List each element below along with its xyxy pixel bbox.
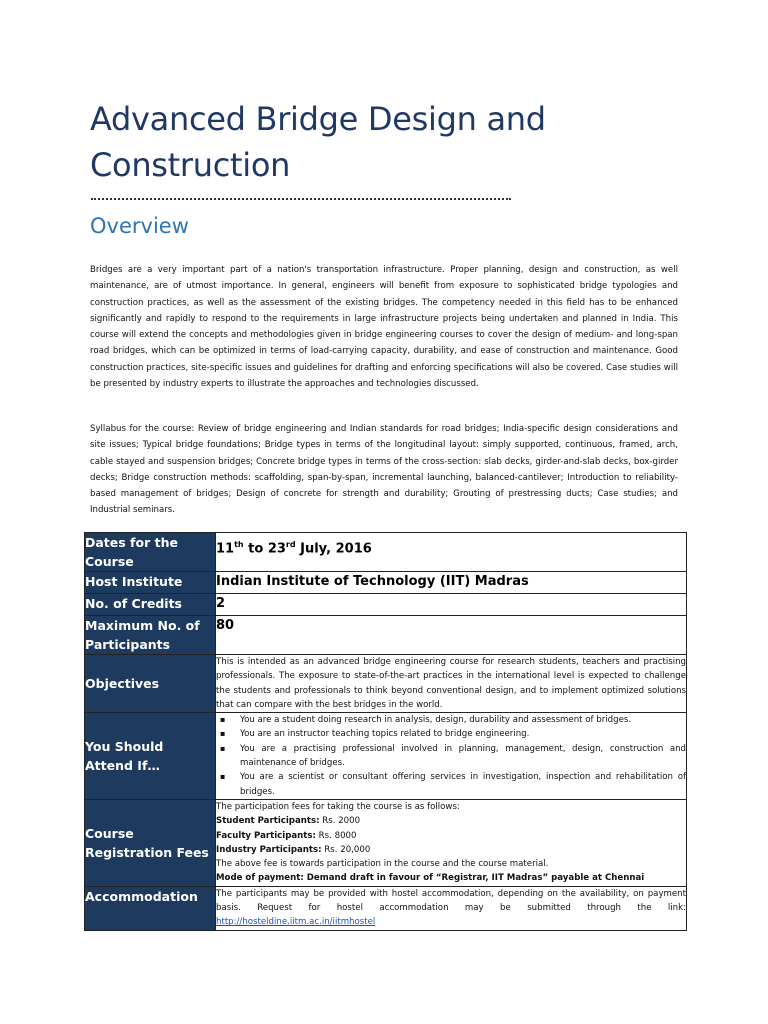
fee-faculty: Faculty Participants: Rs. 8000	[216, 830, 357, 841]
list-item: ▪ You are a practising professional involved in planning, management, design, construction and maintenance of bridges.	[220, 743, 686, 769]
list-item: ▪ You are a student doing research in analysis, design, durability and assessment of bridges.	[216, 713, 686, 727]
row-max-participants	[85, 616, 687, 655]
fee-student: Student Participants: Rs. 2000	[216, 816, 361, 827]
bullet-icon: ▪	[220, 743, 226, 753]
value-dates: 11th to 23rd July, 2016	[216, 533, 687, 572]
bullet-icon: ▪	[220, 772, 226, 782]
label-max-participants: Maximum No. of Participants	[85, 616, 216, 655]
hostel-link[interactable]: http://hosteldine.iitm.ac.in/iitmhostel	[216, 917, 376, 928]
list-item: ▪ You are a scientist or consultant offering services in investigation, inspection and rehabilitation of bridges.	[220, 772, 686, 797]
label-host: Host Institute	[85, 572, 216, 594]
label-dates: Dates for the Course	[85, 533, 216, 572]
row-host	[85, 572, 687, 594]
bullet-icon: ▪	[220, 715, 226, 725]
row-dates	[85, 533, 687, 572]
bullet-icon: ▪	[220, 729, 226, 739]
value-objectives: This is intended as an advanced bridge engineering course for research students, teachers and practising professionals. The exposure to state-of-the-art practices in the international level is expected to challenge the students and professionals to think beyond conventional design, and to implement optimized solutions that can compare with the best bridges in the world.	[216, 657, 686, 710]
dotted-divider	[91, 198, 511, 204]
row-attend	[85, 713, 687, 800]
label-accommodation: Accommodation	[85, 886, 216, 930]
row-credits	[85, 594, 687, 616]
course-info-table	[84, 532, 687, 931]
value-host: Indian Institute of Technology (IIT) Madras	[216, 574, 529, 589]
row-accommodation	[85, 886, 687, 930]
fees-note: The above fee is towards participation in the course and the course material.	[216, 859, 549, 870]
label-attend: You Should Attend If…	[85, 713, 216, 800]
list-item: ▪ You are an instructor teaching topics related to bridge engineering.	[216, 727, 686, 741]
label-objectives: Objectives	[85, 655, 216, 713]
value-accommodation: The participants may be provided with hostel accommodation, depending on the availability, on payment basis. Request for hostel accommodation may be submitted through the link: http://hosteldine.iitm.ac.in/iitmhostel	[216, 888, 686, 928]
attend-list	[216, 713, 686, 799]
value-max-participants: 80	[216, 618, 235, 633]
value-fees	[216, 800, 686, 886]
overview-paragraph: Bridges are a very important part of a nation's transportation infrastructure. Proper planning, design and construction, as well maintenance, are of utmost importance. In general, engineers will benefit from exposure to sophisticated bridge typologies and construction practices, as well as the assessment of the existing bridges. The competency needed in this field has to be enhanced significantly and rapidly to respond to the requirements in large infrastructure projects being undertaken and planned in India. This course will extend the concepts and methodologies given in bridge engineering courses to cover the design of medium- and long-span road bridges, which can be optimized in terms of load-carrying capacity, durability, and ease of construction and maintenance. Good construction practices, site-specific issues and guidelines for drafting and enforcing specifications will also be covered. Case studies will be presented by industry experts to illustrate the approaches and technologies discussed.	[90, 265, 678, 390]
label-credits: No. of Credits	[85, 594, 216, 616]
fee-industry: Industry Participants: Rs. 20,000	[216, 844, 371, 855]
fees-intro: The participation fees for taking the course is as follows:	[216, 801, 460, 812]
row-fees	[85, 799, 687, 886]
page-title: Advanced Bridge Design and Construction	[90, 100, 546, 184]
overview-heading: Overview	[90, 214, 189, 238]
label-fees: Course Registration Fees	[85, 799, 216, 886]
syllabus-paragraph: Syllabus for the course: Review of bridge engineering and Indian standards for road bridges; India-specific design considerations and site issues; Typical bridge foundations; Bridge types in terms of the longitudinal layout: simply supported, continuous, framed, arch, cable stayed and suspension bridges; Concrete bridge types in terms of the cross-section: slab decks, girder-and-slab decks, box-girder decks; Bridge construction methods: scaffolding, span-by-span, incremental launching, balanced-cantilever; Introduction to reliability-based management of bridges; Design of concrete for strength and durability; Grouting of prestressing ducts; Case studies; and Industrial seminars.	[90, 424, 678, 516]
row-objectives	[85, 655, 687, 713]
value-credits: 2	[216, 596, 226, 611]
fees-payment: Mode of payment: Demand draft in favour of “Registrar, IIT Madras” payable at Chennai	[216, 873, 645, 884]
